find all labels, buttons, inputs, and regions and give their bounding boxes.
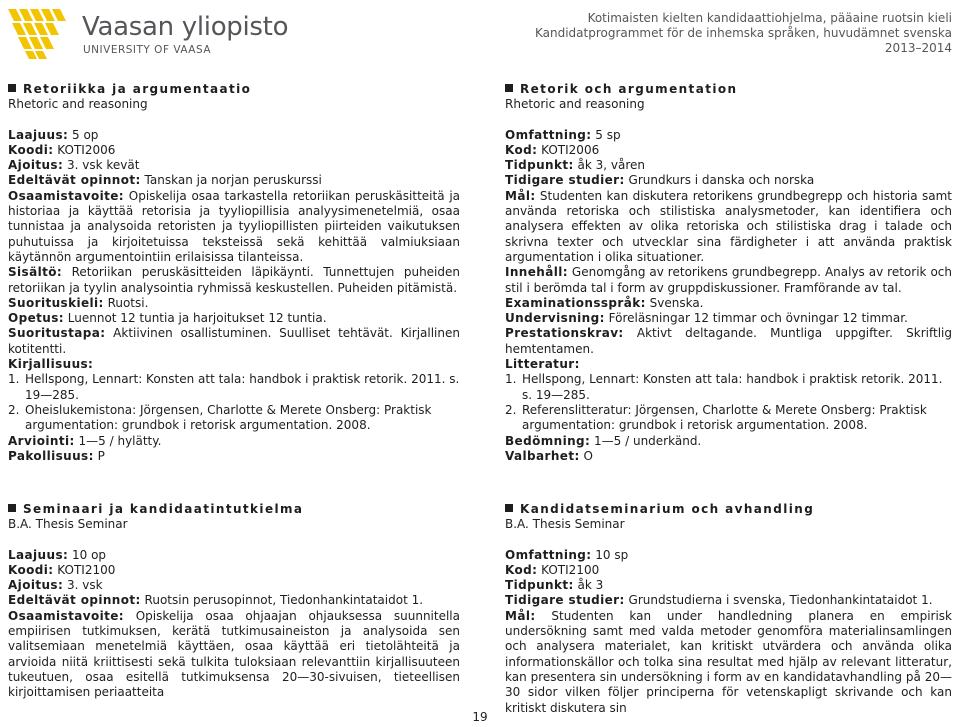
field-row: Omfattning: 5 sp	[505, 127, 621, 142]
field-row: Omfattning: 10 sp	[505, 547, 629, 562]
field-row: Tidpunkt: åk 3, våren	[505, 158, 645, 173]
course-subtitle: B.A. Thesis Seminar	[505, 517, 625, 532]
field-row: Osaamistavoite: Opiskelija osaa tarkastella retoriikan peruskäsitteitä ja historiaa ja käyttää retorisia ja tyyliopillisia analyysimenetelmiä, osaa tunnistaa ja analysoida retoristen ja tyyliopillisten piirteiden vaikutuksen puhutuissa ja kirjoitetuissa teksteissä sekä kehittää valmiuksiaan käytännön argumentointiin erilaisissa tilanteissa.	[8, 188, 460, 264]
field-row: Suorituskieli: Ruotsi.	[8, 295, 149, 310]
bullet-square-icon	[8, 84, 16, 92]
bullet-square-icon	[505, 504, 513, 512]
field-row: Ajoitus: 3. vsk	[8, 578, 103, 593]
field-row: Laajuus: 5 op	[8, 127, 99, 142]
field-row: Tidigare studier: Grundstudierna i svenska, Tiedonhankintataidot 1.	[505, 593, 933, 608]
field-row: Kirjallisuus:	[8, 357, 94, 372]
page-number: 19	[472, 710, 488, 724]
field-row: Edeltävät opinnot: Ruotsin perusopinnot, Tiedonhankintataidot 1.	[8, 593, 424, 608]
literature-item: 2. Referenslitteratur: Jörgensen, Charlotte & Merete Onsberg: Praktisk argumentation: grundbok i retorisk argumentation. 2008.	[505, 402, 927, 433]
literature-item: 1. Hellspong, Lennart: Konsten att tala: handbok i praktisk retorik. 2011. s. 19—285.	[505, 372, 943, 402]
field-row: Sisältö: Retoriikan peruskäsitteiden läpikäynti. Tunnettujen puheiden retoriikan ja tyylin analysointia ryhmissä keskustellen. Puheiden pitämistä.	[8, 265, 460, 295]
field-row: Edeltävät opinnot: Tanskan ja norjan peruskurssi	[8, 173, 322, 188]
field-row: Pakollisuus: P	[8, 448, 105, 463]
course-fields	[505, 548, 952, 716]
field-row: Kod: KOTI2100	[505, 562, 600, 577]
academic-years: 2013–2014	[884, 41, 952, 55]
field-row: Undervisning: Föreläsningar 12 timmar och övningar 12 timmar.	[505, 311, 908, 326]
course-fields	[505, 128, 952, 465]
field-row: Litteratur:	[505, 357, 580, 372]
university-name: Vaasan yliopisto	[82, 12, 289, 42]
bullet-square-icon	[505, 84, 513, 92]
field-row: Kod: KOTI2006	[505, 142, 600, 157]
field-row: Mål: Studenten kan diskutera retorikens grundbegrepp och historia samt använda retoriska och stilistiska analysmetoder, kan identifiera och analysera effekten av olika retoriska och stilistiska drag i talade och skrivna texter och utvecklar sina färdigheter i att använda praktisk argumentation i olika situationer.	[505, 188, 952, 264]
course-fields	[8, 548, 460, 701]
course-rhetoric-finnish	[8, 82, 460, 464]
field-row: Valbarhet: O	[505, 448, 593, 463]
university-name-english: UNIVERSITY OF VAASA	[83, 44, 212, 56]
field-row: Opetus: Luennot 12 tuntia ja harjoitukset 12 tuntia.	[8, 311, 327, 326]
field-row: Mål: Studenten kan under handledning planera en empirisk undersökning samt med valda metoder genomföra materialinsamlingen och analysera materialet, kan kritiskt utvärdera och använda olika informationskällor och tolka sina resultat med hjälp av relevant litteratur, kan presentera sin undersökning i form av en kandidatavhandling på 20—30 sidor vilken följer principerna för vetenskapligt skrivande och kan kritiskt diskutera sin	[505, 608, 952, 715]
field-row: Arviointi: 1—5 / hylätty.	[8, 433, 162, 448]
course-subtitle: B.A. Thesis Seminar	[8, 517, 128, 532]
course-subtitle: Rhetoric and reasoning	[505, 97, 645, 112]
course-rhetoric-swedish	[505, 82, 952, 464]
field-row: Prestationskrav: Aktivt deltagande. Muntliga uppgifter. Skriftlig hemtentamen.	[505, 326, 952, 356]
field-row: Bedömning: 1—5 / underkänd.	[505, 433, 702, 448]
course-title: Seminaari ja kandidaatintutkielma	[8, 502, 460, 517]
field-row: Tidpunkt: åk 3	[505, 578, 604, 593]
course-subtitle: Rhetoric and reasoning	[8, 97, 148, 112]
course-title: Retorik och argumentation	[505, 82, 952, 97]
course-title: Retoriikka ja argumentaatio	[8, 82, 460, 97]
field-row: Suoritustapa: Aktiivinen osallistuminen. Suulliset tehtävät. Kirjallinen kotitentti.	[8, 326, 460, 356]
university-logo	[6, 5, 289, 61]
programme-name-finnish: Kotimaisten kielten kandidaattiohjelma, pääaine ruotsin kieli	[587, 11, 952, 25]
course-fields	[8, 128, 460, 465]
course-thesis-finnish	[8, 502, 460, 701]
literature-item: 2. Oheislukemistona: Jörgensen, Charlotte & Merete Onsberg: Praktisk argumentation: grundbok i retorisk argumentation. 2008.	[8, 402, 432, 433]
field-row: Koodi: KOTI2006	[8, 142, 116, 157]
bullet-square-icon	[8, 504, 16, 512]
vaasa-emblem-icon	[6, 5, 68, 61]
course-title: Kandidatseminarium och avhandling	[505, 502, 952, 517]
field-row: Examinationsspråk: Svenska.	[505, 295, 704, 310]
field-row: Osaamistavoite: Opiskelija osaa ohjaajan ohjauksessa suunnitella empiirisen tutkimuksen, kerätä tutkimusaineiston ja analysoida sen valitsemiaan menetelmiä käyttäen, osaa käyttää eri tietolähteitä ja arvioida niitä kriittisesti sekä tulkita tuloksiaan relevanttiin kirjallisuuteen tukeutuen, osaa esitellä tutkimuksensa 20—30-sivuisen, tieteellisen kirjoittamisen periaatteita	[8, 608, 460, 700]
field-row: Ajoitus: 3. vsk kevät	[8, 158, 140, 173]
field-row: Tidigare studier: Grundkurs i danska och norska	[505, 173, 815, 188]
programme-header	[535, 11, 952, 56]
programme-name-swedish: Kandidatprogrammet för de inhemska språken, huvudämnet svenska	[534, 26, 952, 40]
field-row: Innehåll: Genomgång av retorikens grundbegrepp. Analys av retorik och stil i berömda tal i form av gruppdiskussioner. Framförande av tal.	[505, 265, 952, 295]
literature-item: 1. Hellspong, Lennart: Konsten att tala: handbok i praktisk retorik. 2011. s. 19—285.	[8, 372, 460, 402]
field-row: Laajuus: 10 op	[8, 547, 107, 562]
field-row: Koodi: KOTI2100	[8, 562, 116, 577]
course-thesis-swedish	[505, 502, 952, 716]
